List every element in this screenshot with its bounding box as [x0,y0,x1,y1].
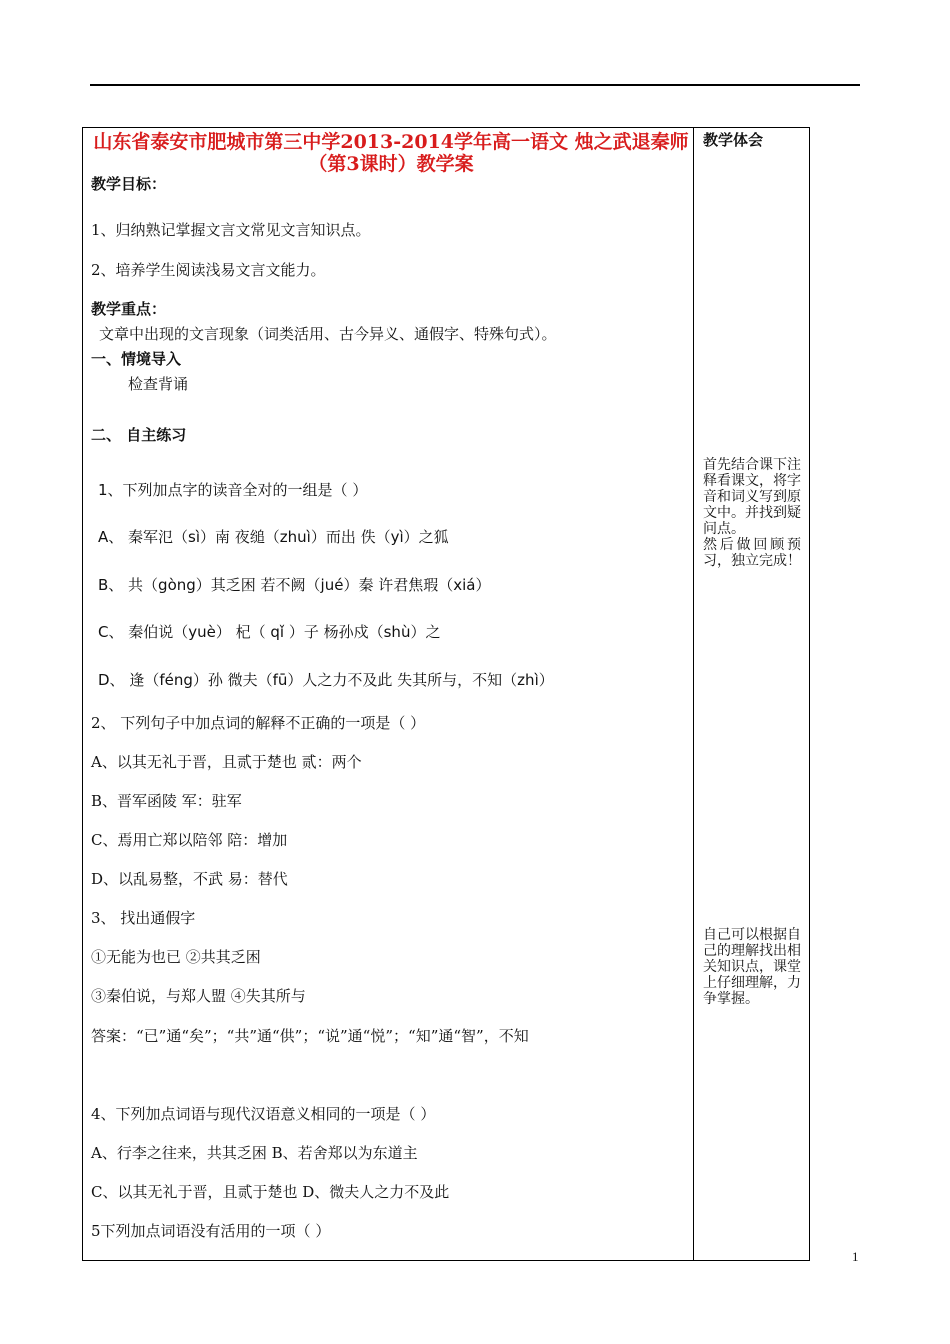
keypoints-heading: 教学重点： [91,300,167,318]
page-number: 1 [852,1249,859,1264]
section-heading: 一、情境导入 [91,350,182,368]
page-title: 山东省泰安市肥城市第三中学2013-2014学年高一语文 烛之武退秦师（第3课时）教学案 [93,131,689,175]
answer-text: 答案：“已”通“矣”；“共”通“供”；“说”通“悦”；“知”通“智”，不知 [91,1027,529,1045]
keypoints-text: 文章中出现的文言现象（词类活用、古今异义、通假字、特殊句式）。 [99,325,557,343]
question-option: C、以其无礼于晋，且贰于楚也 D、微夫人之力不及此 [91,1183,450,1201]
question-option: A、行李之往来，共其乏困 B、若舍郑以为东道主 [91,1144,418,1162]
objectives-heading: 教学目标： [91,175,167,193]
side-note: 首先结合课下注释看课文，将字音和词义写到原文中。并找到疑问点。 然后做回顾预习，独立完成！ [703,457,801,569]
header-rule [90,84,860,86]
question-option: D、 逢（féng）孙 微夫（fū）人之力不及此 失其所与，不知（zhì） [98,671,554,689]
question-stem: 3、 找出通假字 [91,909,196,927]
question-option: B、 共（gòng）其乏困 若不阙（jué）秦 许君焦瑕（xiá） [98,576,491,594]
objective-item: 2、培养学生阅读浅易文言文能力。 [91,261,326,279]
section-text: 检查背诵 [128,375,189,393]
question-stem: 5下列加点词语没有活用的一项（ ） [91,1222,331,1240]
question-option: B、晋军函陵 军：驻军 [91,792,242,810]
question-line: ①无能为也已 ②共其乏困 [91,948,261,966]
question-option: A、 秦军氾（sì）南 夜缒（zhuì）而出 佚（yì）之狐 [98,528,449,546]
question-option: C、焉用亡郑以陪邻 陪：增加 [91,831,288,849]
section-heading: 二、 自主练习 [91,426,187,444]
question-option: C、 秦伯说（yuè） 杞（ qǐ ）子 杨孙戍（shù）之 [98,623,441,641]
question-line: ③秦伯说，与郑人盟 ④失其所与 [91,987,306,1005]
side-column-heading: 教学体会 [703,131,764,149]
objective-item: 1、归纳熟记掌握文言文常见文言知识点。 [91,221,371,239]
question-option: A、以其无礼于晋，且贰于楚也 贰：两个 [91,753,362,771]
question-stem: 4、下列加点词语与现代汉语意义相同的一项是（ ） [91,1105,436,1123]
side-note: 自己可以根据自己的理解找出相关知识点，课堂上仔细理解，力争掌握。 [703,927,801,1007]
lesson-table [82,127,810,1261]
question-option: D、以乱易整，不武 易：替代 [91,870,288,888]
question-stem: 2、 下列句子中加点词的解释不正确的一项是（ ） [91,714,426,732]
question-stem: 1、下列加点字的读音全对的一组是（ ） [98,481,368,499]
column-divider [693,127,694,1261]
